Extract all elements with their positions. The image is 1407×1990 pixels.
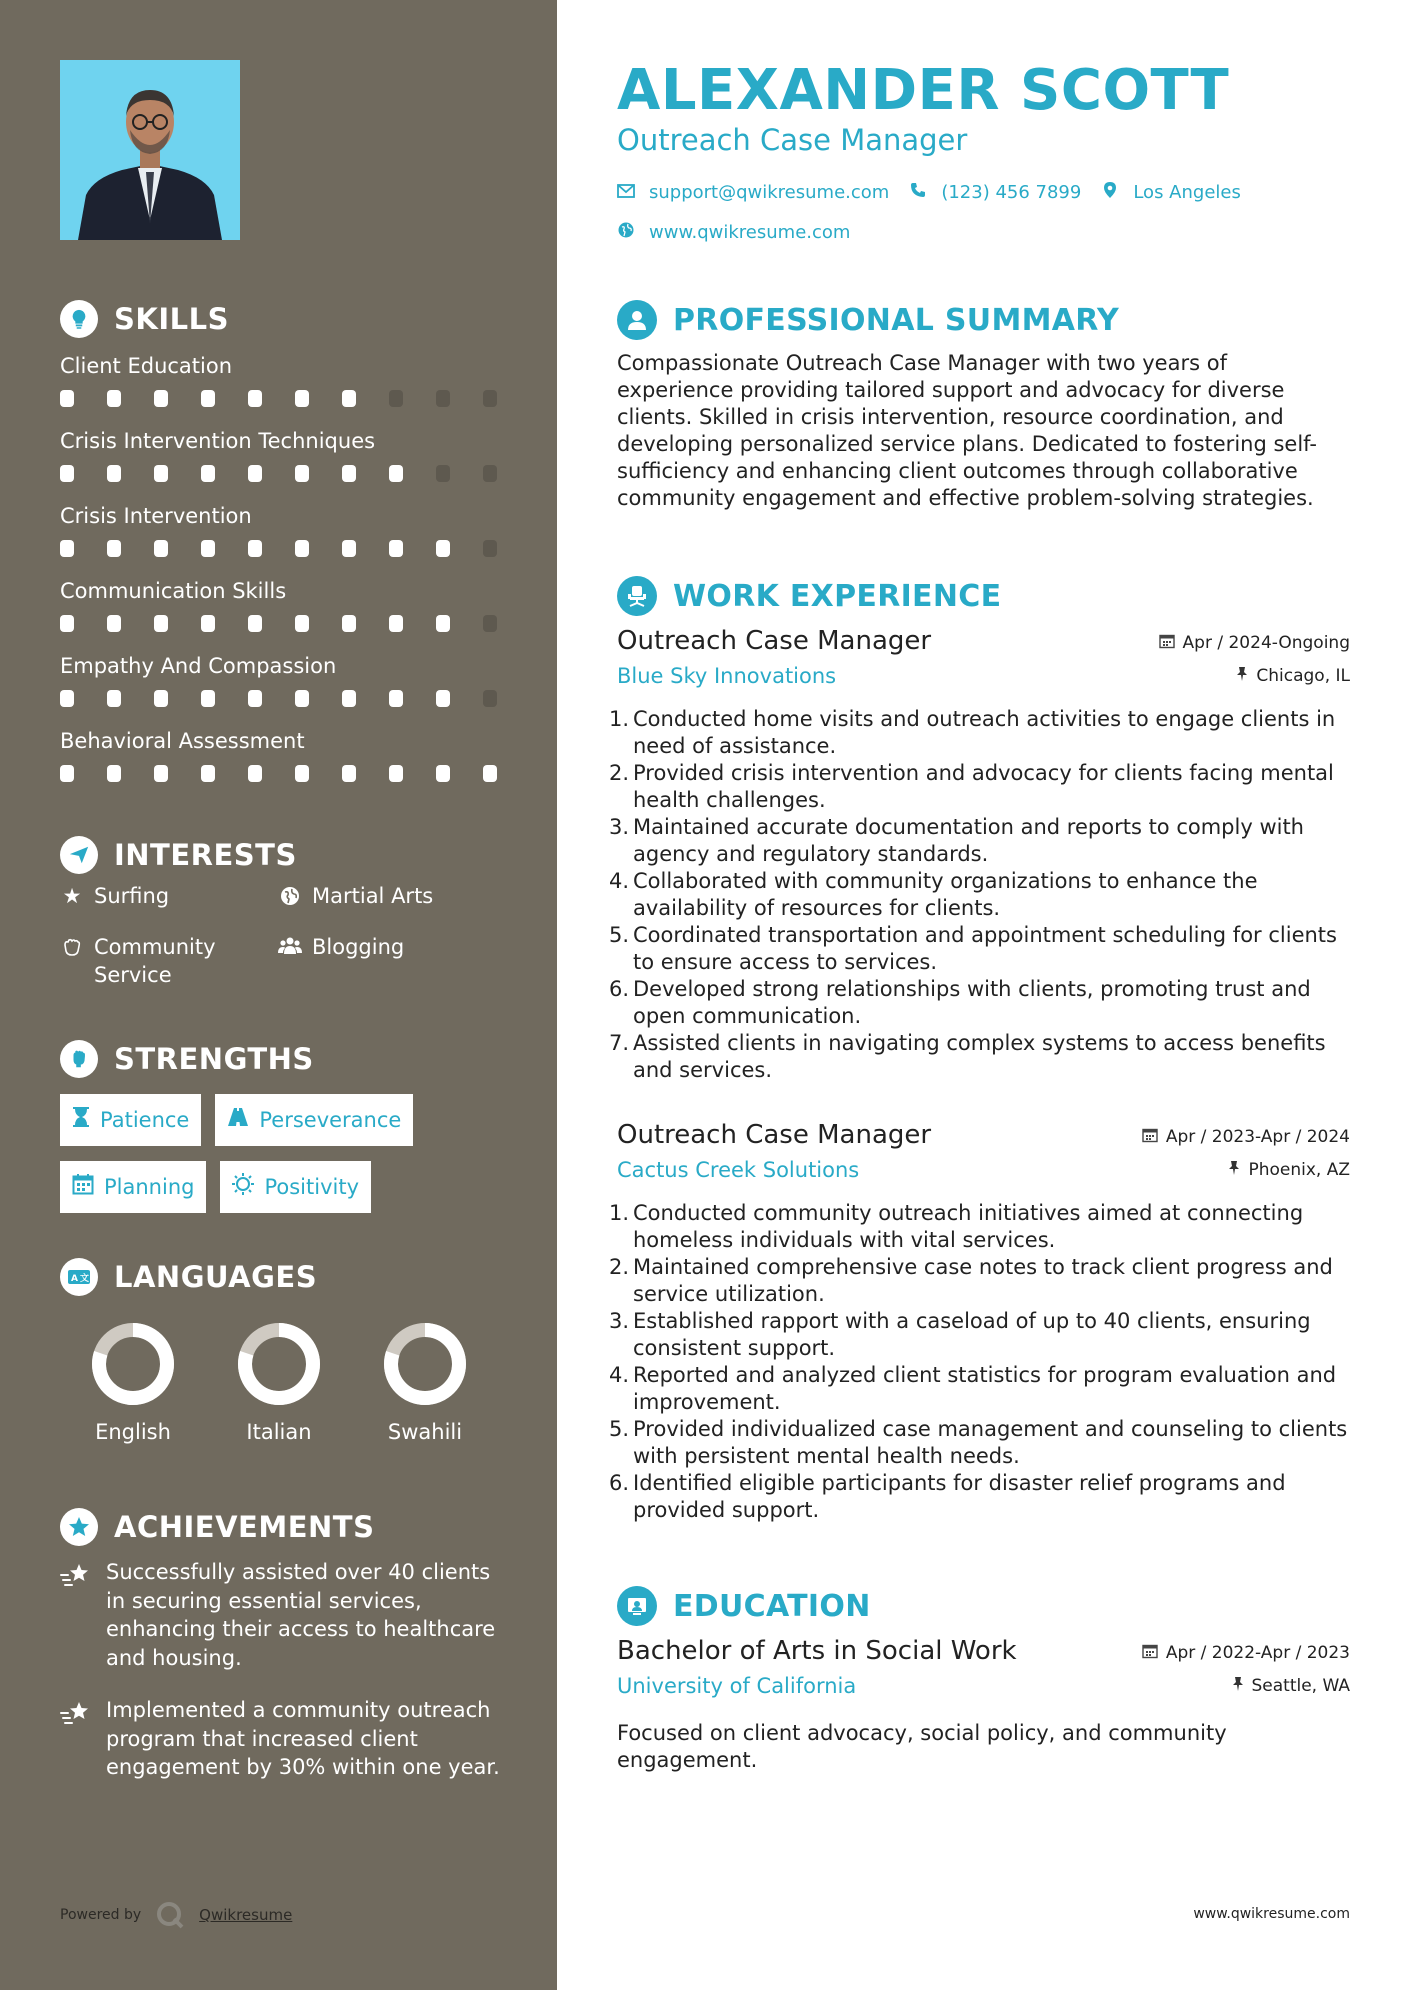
skill-rating bbox=[60, 465, 497, 482]
qwikresume-logo-icon bbox=[155, 1900, 185, 1930]
rating-dot-filled bbox=[295, 390, 309, 407]
strengths-title: STRENGTHS bbox=[114, 1042, 314, 1076]
rating-dot-filled bbox=[342, 540, 356, 557]
rating-dot-empty bbox=[483, 465, 497, 482]
bullet-number: 5. bbox=[609, 923, 630, 947]
bullet-number: 1. bbox=[609, 1201, 630, 1225]
education-date bbox=[1142, 1643, 1350, 1663]
rating-dot-filled bbox=[201, 765, 215, 782]
rating-dot-filled bbox=[389, 690, 403, 707]
rating-dot-filled bbox=[295, 540, 309, 557]
skill-item bbox=[60, 727, 500, 802]
skill-name: Empathy And Compassion bbox=[60, 654, 337, 678]
education-location-text: Seattle, WA bbox=[1251, 1676, 1350, 1696]
strengths-heading bbox=[60, 1040, 314, 1078]
rating-dot-filled bbox=[295, 765, 309, 782]
bullet-text: Collaborated with community organizations to enhance the availability of resources for clients. bbox=[633, 869, 1258, 920]
lightbulb-icon bbox=[60, 300, 98, 338]
achievement-item bbox=[60, 1558, 500, 1672]
job-title: Outreach Case Manager bbox=[617, 1120, 932, 1150]
skills-title: SKILLS bbox=[114, 302, 229, 336]
skill-name: Communication Skills bbox=[60, 579, 287, 603]
strength-chip bbox=[60, 1094, 201, 1146]
interest-item bbox=[60, 933, 278, 989]
rating-dot-filled bbox=[107, 540, 121, 557]
contact-info bbox=[617, 178, 1241, 246]
job-location bbox=[1228, 1160, 1350, 1180]
rating-dot-filled bbox=[154, 615, 168, 632]
rating-dot-filled bbox=[436, 690, 450, 707]
strength-chip bbox=[215, 1094, 413, 1146]
interest-item bbox=[60, 882, 278, 913]
job-bullet bbox=[609, 1308, 1350, 1362]
job-title: Outreach Case Manager bbox=[617, 626, 932, 656]
rating-dot-empty bbox=[483, 690, 497, 707]
rating-dot-filled bbox=[248, 765, 262, 782]
phone-text: (123) 456 7899 bbox=[941, 181, 1082, 203]
achievement-text: Successfully assisted over 40 clients in securing essential services, enhancing their access to healthcare and housing. bbox=[106, 1560, 496, 1670]
job-location-text: Phoenix, AZ bbox=[1248, 1160, 1350, 1180]
skill-rating bbox=[60, 690, 497, 707]
bullet-number: 2. bbox=[609, 1255, 630, 1279]
hourglass-icon bbox=[72, 1106, 90, 1134]
job-bullet bbox=[609, 760, 1350, 814]
language-item bbox=[60, 1320, 206, 1444]
job-location-text: Chicago, IL bbox=[1256, 666, 1350, 686]
job-date bbox=[1159, 633, 1350, 653]
rating-dot-filled bbox=[248, 540, 262, 557]
rating-dot-filled bbox=[201, 690, 215, 707]
rating-dot-filled bbox=[154, 765, 168, 782]
skill-item bbox=[60, 577, 500, 652]
bullet-text: Developed strong relationships with clients, promoting trust and open communication. bbox=[633, 977, 1311, 1028]
skill-item bbox=[60, 352, 500, 427]
rating-dot-filled bbox=[60, 540, 74, 557]
languages-title: LANGUAGES bbox=[114, 1260, 318, 1294]
strengths-list bbox=[60, 1094, 520, 1213]
experience-title: WORK EXPERIENCE bbox=[673, 578, 1002, 614]
strength-label: Patience bbox=[100, 1108, 190, 1132]
road-icon bbox=[227, 1107, 249, 1133]
job-entry bbox=[609, 1120, 1350, 1524]
skills-list bbox=[60, 352, 500, 802]
summary-title: PROFESSIONAL SUMMARY bbox=[673, 302, 1120, 338]
bullet-text: Conducted home visits and outreach activities to engage clients in need of assistance. bbox=[633, 707, 1336, 758]
rating-dot-filled bbox=[248, 465, 262, 482]
rating-dot-filled bbox=[154, 540, 168, 557]
pushpin-icon bbox=[1228, 1160, 1240, 1180]
rating-dot-filled bbox=[295, 615, 309, 632]
strength-label: Perseverance bbox=[259, 1108, 402, 1132]
phone-icon bbox=[909, 182, 927, 202]
job-bullets bbox=[609, 706, 1350, 1084]
rating-dot-filled bbox=[60, 690, 74, 707]
language-level-ring bbox=[89, 1320, 177, 1408]
achievement-item bbox=[60, 1696, 500, 1782]
skill-rating bbox=[60, 615, 497, 632]
bullet-number: 3. bbox=[609, 815, 630, 839]
rating-dot-filled bbox=[342, 765, 356, 782]
bullet-text: Reported and analyzed client statistics for program evaluation and improvement. bbox=[633, 1363, 1337, 1414]
rating-dot-filled bbox=[60, 765, 74, 782]
bullet-text: Assisted clients in navigating complex systems to access benefits and services. bbox=[633, 1031, 1326, 1082]
bullet-number: 3. bbox=[609, 1309, 630, 1333]
skill-rating bbox=[60, 765, 497, 782]
bullet-text: Provided individualized case management and counseling to clients with persistent mental health needs. bbox=[633, 1417, 1348, 1468]
bullet-number: 5. bbox=[609, 1417, 630, 1441]
pushpin-icon bbox=[1232, 1676, 1244, 1696]
rating-dot-filled bbox=[342, 390, 356, 407]
skills-heading bbox=[60, 300, 229, 338]
interest-label: Blogging bbox=[312, 935, 405, 959]
rating-dot-filled bbox=[295, 465, 309, 482]
language-level-ring bbox=[381, 1320, 469, 1408]
bullet-text: Identified eligible participants for disaster relief programs and provided support. bbox=[633, 1471, 1286, 1522]
paper-plane-icon bbox=[60, 836, 98, 874]
rating-dot-filled bbox=[248, 390, 262, 407]
website-contact[interactable] bbox=[617, 222, 850, 243]
skill-item bbox=[60, 502, 500, 577]
skill-item bbox=[60, 652, 500, 727]
bullet-text: Maintained comprehensive case notes to track client progress and service utilization. bbox=[633, 1255, 1333, 1306]
svg-text:文: 文 bbox=[80, 1274, 90, 1284]
location-text: Los Angeles bbox=[1133, 181, 1241, 203]
rating-dot-filled bbox=[483, 765, 497, 782]
job-bullet bbox=[609, 1362, 1350, 1416]
job-bullets bbox=[609, 1200, 1350, 1524]
bullet-number: 4. bbox=[609, 869, 630, 893]
website-text: www.qwikresume.com bbox=[649, 221, 851, 243]
rating-dot-empty bbox=[436, 390, 450, 407]
job-date bbox=[1142, 1127, 1350, 1147]
rating-dot-filled bbox=[201, 390, 215, 407]
rating-dot-filled bbox=[436, 540, 450, 557]
rating-dot-empty bbox=[483, 540, 497, 557]
rating-dot-filled bbox=[154, 690, 168, 707]
company-name: Cactus Creek Solutions bbox=[617, 1158, 860, 1182]
bullet-number: 6. bbox=[609, 1471, 630, 1495]
job-bullet bbox=[609, 706, 1350, 760]
rating-dot-empty bbox=[389, 390, 403, 407]
rating-dot-filled bbox=[107, 390, 121, 407]
interest-label: Community Service bbox=[94, 935, 216, 987]
candidate-role: Outreach Case Manager bbox=[617, 123, 968, 157]
footer-url[interactable]: www.qwikresume.com bbox=[1193, 1906, 1350, 1922]
interest-label: Surfing bbox=[94, 884, 170, 908]
interests-list bbox=[60, 882, 520, 989]
shooting-star-icon bbox=[60, 1558, 92, 1672]
interest-label: Martial Arts bbox=[312, 884, 434, 908]
job-date-text: Apr / 2023-Apr / 2024 bbox=[1165, 1127, 1350, 1147]
education-heading bbox=[617, 1586, 871, 1626]
profile-photo bbox=[60, 60, 240, 240]
job-bullet bbox=[609, 1254, 1350, 1308]
rating-dot-filled bbox=[201, 615, 215, 632]
sun-icon bbox=[232, 1173, 254, 1201]
summary-text: Compassionate Outreach Case Manager with two years of experience providing tailored support and advocacy for diverse clients. Skilled in crisis intervention, resource coordination, and developing personalized service plans. Dedicated to fostering self-sufficiency and enhancing client outcomes through collaborative community engagement and effective problem-solving strategies. bbox=[617, 351, 1317, 510]
skill-name: Crisis Intervention Techniques bbox=[60, 429, 376, 453]
interests-heading bbox=[60, 836, 297, 874]
education-entry bbox=[617, 1636, 1350, 1774]
shooting-star-icon bbox=[60, 1696, 92, 1782]
achievements-heading bbox=[60, 1508, 374, 1546]
bullet-text: Coordinated transportation and appointment scheduling for clients to ensure access to services. bbox=[633, 923, 1337, 974]
education-location bbox=[1232, 1676, 1351, 1696]
fist-icon bbox=[60, 1040, 98, 1078]
rating-dot-empty bbox=[483, 615, 497, 632]
bullet-text: Conducted community outreach initiatives aimed at connecting homeless individuals with vital services. bbox=[633, 1201, 1304, 1252]
strength-label: Planning bbox=[104, 1175, 195, 1199]
summary-heading bbox=[617, 300, 1119, 340]
map-pin-icon bbox=[1101, 181, 1119, 203]
portrait-illustration bbox=[60, 60, 240, 240]
pushpin-icon bbox=[1236, 666, 1248, 686]
bullet-number: 6. bbox=[609, 977, 630, 1001]
rating-dot-filled bbox=[436, 615, 450, 632]
rating-dot-empty bbox=[483, 390, 497, 407]
company-name: Blue Sky Innovations bbox=[617, 664, 837, 688]
svg-text:A: A bbox=[71, 1274, 78, 1284]
badge-star-icon bbox=[60, 1508, 98, 1546]
rating-dot-filled bbox=[248, 690, 262, 707]
strength-chip bbox=[220, 1161, 371, 1213]
interests-title: INTERESTS bbox=[114, 838, 297, 872]
globe-icon bbox=[278, 882, 302, 913]
bullet-text: Provided crisis intervention and advocacy for clients facing mental health challenges. bbox=[633, 761, 1334, 812]
skill-rating bbox=[60, 390, 497, 407]
candidate-name: ALEXANDER SCOTT bbox=[617, 58, 1230, 123]
school-name: University of California bbox=[617, 1674, 857, 1698]
job-bullet bbox=[609, 868, 1350, 922]
email-text: support@qwikresume.com bbox=[649, 181, 890, 203]
job-bullet bbox=[609, 1200, 1350, 1254]
language-item bbox=[352, 1320, 498, 1444]
rating-dot-filled bbox=[201, 465, 215, 482]
interest-item bbox=[278, 933, 496, 989]
rating-dot-filled bbox=[295, 690, 309, 707]
hand-icon bbox=[60, 933, 84, 964]
rating-dot-filled bbox=[201, 540, 215, 557]
envelope-icon bbox=[617, 183, 635, 202]
languages-heading bbox=[60, 1258, 317, 1296]
interest-item bbox=[278, 882, 496, 913]
rating-dot-filled bbox=[248, 615, 262, 632]
rating-dot-filled bbox=[389, 540, 403, 557]
skill-item bbox=[60, 427, 500, 502]
user-icon bbox=[617, 300, 657, 340]
language-level-ring bbox=[235, 1320, 323, 1408]
office-chair-icon bbox=[617, 576, 657, 616]
email-contact[interactable] bbox=[617, 182, 889, 203]
rating-dot-filled bbox=[107, 465, 121, 482]
experience-heading bbox=[617, 576, 1001, 616]
rating-dot-filled bbox=[60, 390, 74, 407]
calendar-icon bbox=[1142, 1643, 1158, 1663]
bullet-text: Maintained accurate documentation and reports to comply with agency and regulatory standards. bbox=[633, 815, 1304, 866]
job-bullet bbox=[609, 976, 1350, 1030]
job-bullet bbox=[609, 922, 1350, 976]
phone-contact[interactable] bbox=[909, 182, 1081, 203]
translate-icon bbox=[60, 1258, 98, 1296]
skill-name: Crisis Intervention bbox=[60, 504, 252, 528]
users-icon bbox=[278, 933, 302, 963]
location-contact bbox=[1101, 181, 1241, 203]
achievements-title: ACHIEVEMENTS bbox=[114, 1510, 375, 1544]
qwikresume-link[interactable]: Qwikresume bbox=[199, 1906, 293, 1924]
bullet-number: 7. bbox=[609, 1031, 630, 1055]
strength-label: Positivity bbox=[264, 1175, 359, 1199]
language-item bbox=[206, 1320, 352, 1444]
rating-dot-filled bbox=[436, 765, 450, 782]
job-entry bbox=[609, 626, 1350, 1084]
rating-dot-filled bbox=[107, 615, 121, 632]
rating-dot-filled bbox=[60, 465, 74, 482]
powered-by bbox=[60, 1900, 292, 1930]
rating-dot-filled bbox=[154, 390, 168, 407]
rating-dot-filled bbox=[389, 465, 403, 482]
calendar-icon bbox=[72, 1173, 94, 1201]
rating-dot-filled bbox=[154, 465, 168, 482]
bullet-number: 4. bbox=[609, 1363, 630, 1387]
calendar-icon bbox=[1142, 1127, 1158, 1147]
rating-dot-filled bbox=[389, 765, 403, 782]
rating-dot-filled bbox=[342, 465, 356, 482]
rating-dot-empty bbox=[436, 465, 450, 482]
globe-icon bbox=[617, 222, 635, 242]
language-name: Swahili bbox=[387, 1420, 463, 1444]
skill-name: Client Education bbox=[60, 354, 233, 378]
achievements-list bbox=[60, 1558, 500, 1782]
rating-dot-filled bbox=[342, 615, 356, 632]
sidebar bbox=[0, 0, 557, 1990]
star-icon: ★ bbox=[62, 884, 82, 908]
job-location bbox=[1236, 666, 1350, 686]
main-content bbox=[609, 0, 1350, 1990]
language-name: Italian bbox=[246, 1420, 312, 1444]
achievement-text: Implemented a community outreach program that increased client engagement by 30% within one year. bbox=[106, 1698, 500, 1779]
languages-list bbox=[60, 1320, 520, 1444]
skill-name: Behavioral Assessment bbox=[60, 729, 305, 753]
graduation-icon bbox=[617, 1586, 657, 1626]
rating-dot-filled bbox=[342, 690, 356, 707]
job-bullet bbox=[609, 814, 1350, 868]
degree-title: Bachelor of Arts in Social Work bbox=[617, 1636, 1017, 1666]
rating-dot-filled bbox=[107, 765, 121, 782]
powered-by-label: Powered by bbox=[60, 1907, 142, 1923]
bullet-number: 1. bbox=[609, 707, 630, 731]
bullet-number: 2. bbox=[609, 761, 630, 785]
job-bullet bbox=[609, 1030, 1350, 1084]
rating-dot-filled bbox=[107, 690, 121, 707]
education-description: Focused on client advocacy, social policy, and community engagement. bbox=[617, 1721, 1227, 1772]
education-title: EDUCATION bbox=[673, 1588, 871, 1624]
rating-dot-filled bbox=[60, 615, 74, 632]
bullet-text: Established rapport with a caseload of up to 40 clients, ensuring consistent support. bbox=[633, 1309, 1311, 1360]
calendar-icon bbox=[1159, 633, 1175, 653]
education-date-text: Apr / 2022-Apr / 2023 bbox=[1165, 1643, 1350, 1663]
language-name: English bbox=[95, 1420, 171, 1444]
job-date-text: Apr / 2024-Ongoing bbox=[1182, 633, 1350, 653]
strength-chip bbox=[60, 1161, 206, 1213]
skill-rating bbox=[60, 540, 497, 557]
job-bullet bbox=[609, 1470, 1350, 1524]
job-bullet bbox=[609, 1416, 1350, 1470]
rating-dot-filled bbox=[389, 615, 403, 632]
